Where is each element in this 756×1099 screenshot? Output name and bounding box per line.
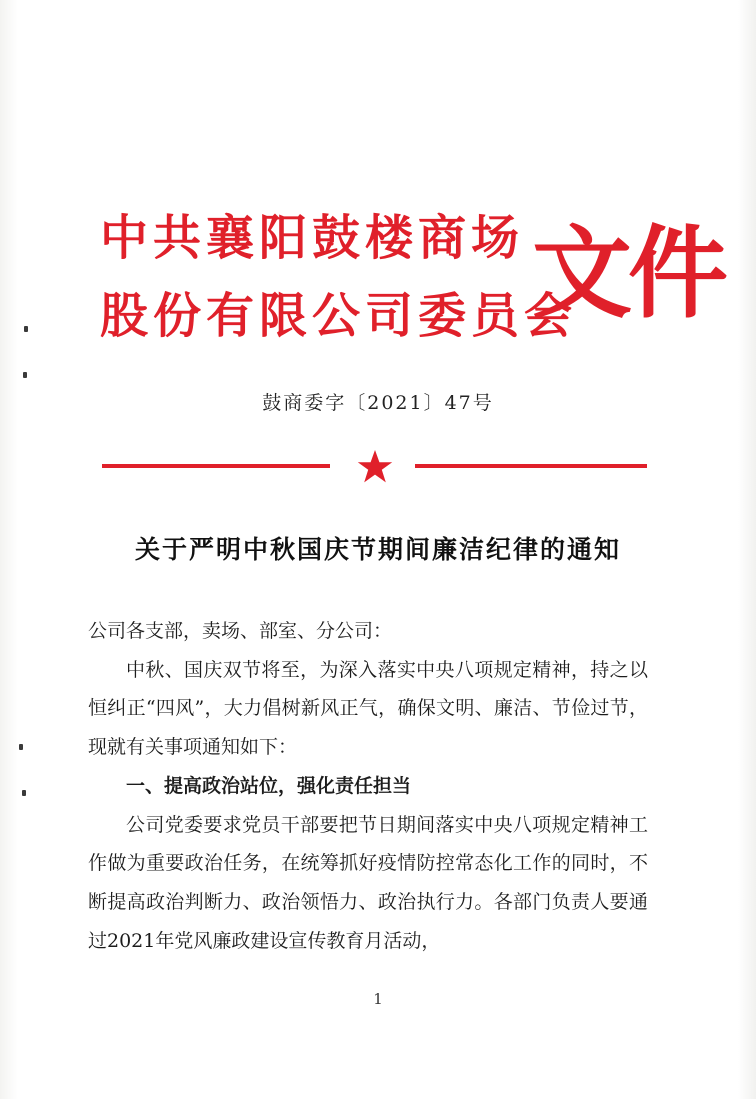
section-1-paragraph: 公司党委要求党员干部要把节日期间落实中央八项规定精神工作做为重要政治任务，在统筹抓好疫情防控常态化工作的同时，不断提高政治判断力、政治领悟力、政治执行力。各部门负责人要通过2021年党风廉政建设宣传教育月活动， bbox=[88, 813, 648, 952]
document-number: 鼓商委字〔2021〕47号 bbox=[262, 392, 494, 414]
scan-speck bbox=[24, 326, 28, 332]
document-label: 文件 bbox=[532, 215, 724, 332]
page-number: 1 bbox=[373, 990, 383, 1008]
section-1-heading: 一、提高政治站位，强化责任担当 bbox=[126, 774, 412, 797]
intro-paragraph: 中秋、国庆双节将至，为深入落实中央八项规定精神，持之以恒纠正“四风”，大力倡树新风正气，确保文明、廉洁、节俭过节，现就有关事项通知如下： bbox=[88, 658, 648, 759]
salutation: 公司各支部，卖场、部室、分公司： bbox=[88, 620, 393, 642]
scan-speck bbox=[19, 744, 23, 750]
organization-name-line-2: 股份有限公司委员会 bbox=[100, 288, 578, 344]
red-divider-right bbox=[415, 464, 647, 468]
scan-speck bbox=[23, 372, 27, 378]
notice-title: 关于严明中秋国庆节期间廉洁纪律的通知 bbox=[134, 535, 621, 564]
red-divider-left bbox=[102, 464, 330, 468]
notice-body bbox=[88, 612, 648, 960]
star-icon bbox=[355, 447, 395, 487]
issuing-organization bbox=[100, 198, 578, 354]
scan-speck bbox=[22, 790, 26, 796]
organization-name-line-1: 中共襄阳鼓楼商场 bbox=[100, 210, 525, 266]
